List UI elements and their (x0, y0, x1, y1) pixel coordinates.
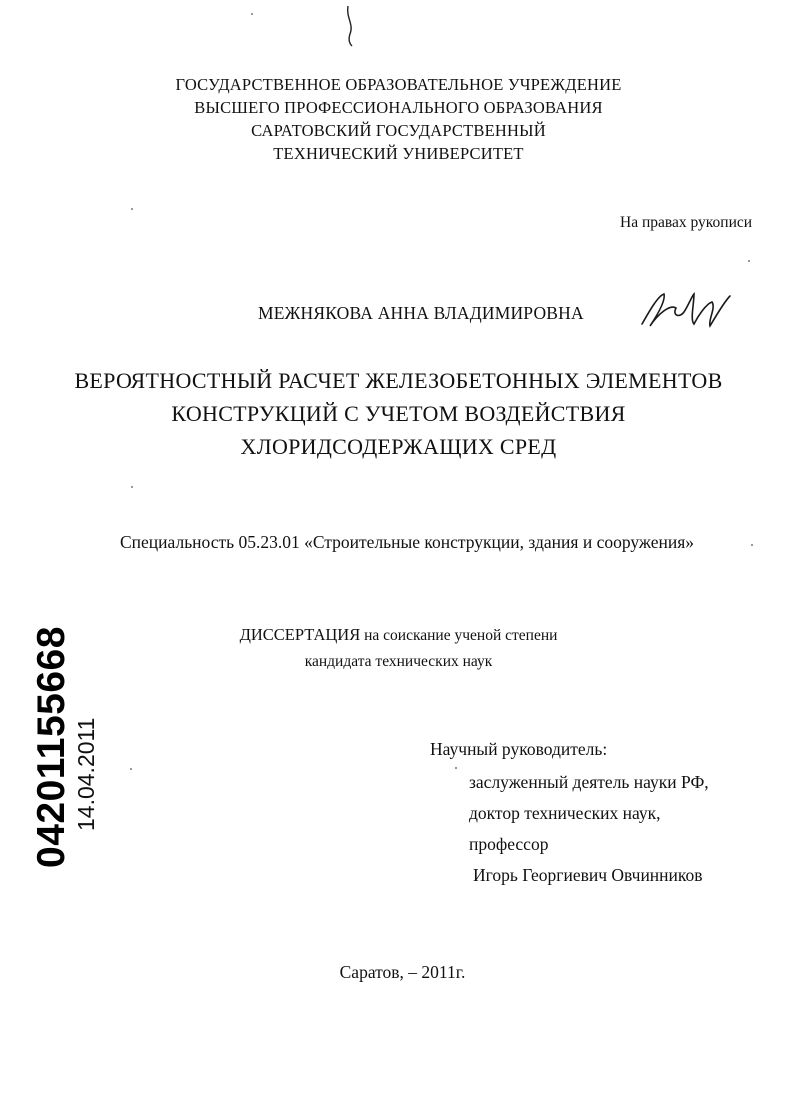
city-year: Саратов, – 2011г. (339, 962, 466, 982)
supervisor-heading: Научный руководитель: (430, 739, 608, 759)
institution-line-3: САРАТОВСКИЙ ГОСУДАРСТВЕННЫЙ (251, 121, 546, 140)
scan-speck (251, 13, 253, 15)
library-stamp-number: 04201155668 (30, 626, 73, 868)
dissertation-label: ДИССЕРТАЦИЯ (239, 625, 361, 644)
institution-line-2: ВЫСШЕГО ПРОФЕССИОНАЛЬНОГО ОБРАЗОВАНИЯ (194, 98, 603, 117)
manuscript-note: На правах рукописи (620, 214, 753, 231)
specialty-line: Специальность 05.23.01 «Строительные конструкции, здания и сооружения» (120, 532, 695, 552)
supervisor-title-2: доктор технических наук, (469, 803, 661, 823)
supervisor-title-3: профессор (469, 834, 549, 854)
author-signature (636, 286, 736, 336)
supervisor-title-1: заслуженный деятель науки РФ, (469, 772, 709, 792)
degree-line-1 (0, 622, 797, 649)
scan-speck (748, 260, 750, 262)
title-line-1: ВЕРОЯТНОСТНЫЙ РАСЧЕТ ЖЕЛЕЗОБЕТОННЫХ ЭЛЕМЕНТОВ (74, 368, 723, 393)
scan-speck (131, 486, 133, 488)
degree-text: на соискание ученой степени (360, 627, 558, 644)
supervisor-name: Игорь Георгиевич Овчинников (473, 865, 703, 885)
institution-line-1: ГОСУДАРСТВЕННОЕ ОБРАЗОВАТЕЛЬНОЕ УЧРЕЖДЕНИЕ (175, 75, 622, 94)
dissertation-degree (0, 622, 797, 675)
scan-mark (340, 4, 360, 48)
title-line-3: ХЛОРИДСОДЕРЖАЩИХ СРЕД (240, 434, 557, 459)
institution-header (0, 73, 797, 165)
title-line-2: КОНСТРУКЦИЙ С УЧЕТОМ ВОЗДЕЙСТВИЯ (171, 401, 626, 426)
dissertation-title (0, 364, 797, 463)
library-stamp-date: 14.04.2011 (73, 717, 99, 831)
degree-line-2: кандидата технических наук (304, 653, 493, 670)
institution-line-4: ТЕХНИЧЕСКИЙ УНИВЕРСИТЕТ (273, 144, 524, 163)
author-name: МЕЖНЯКОВА АННА ВЛАДИМИРОВНА (258, 303, 584, 323)
scan-speck (455, 767, 457, 769)
scan-speck (131, 208, 133, 210)
scan-speck (130, 768, 132, 770)
scan-speck (751, 544, 753, 546)
